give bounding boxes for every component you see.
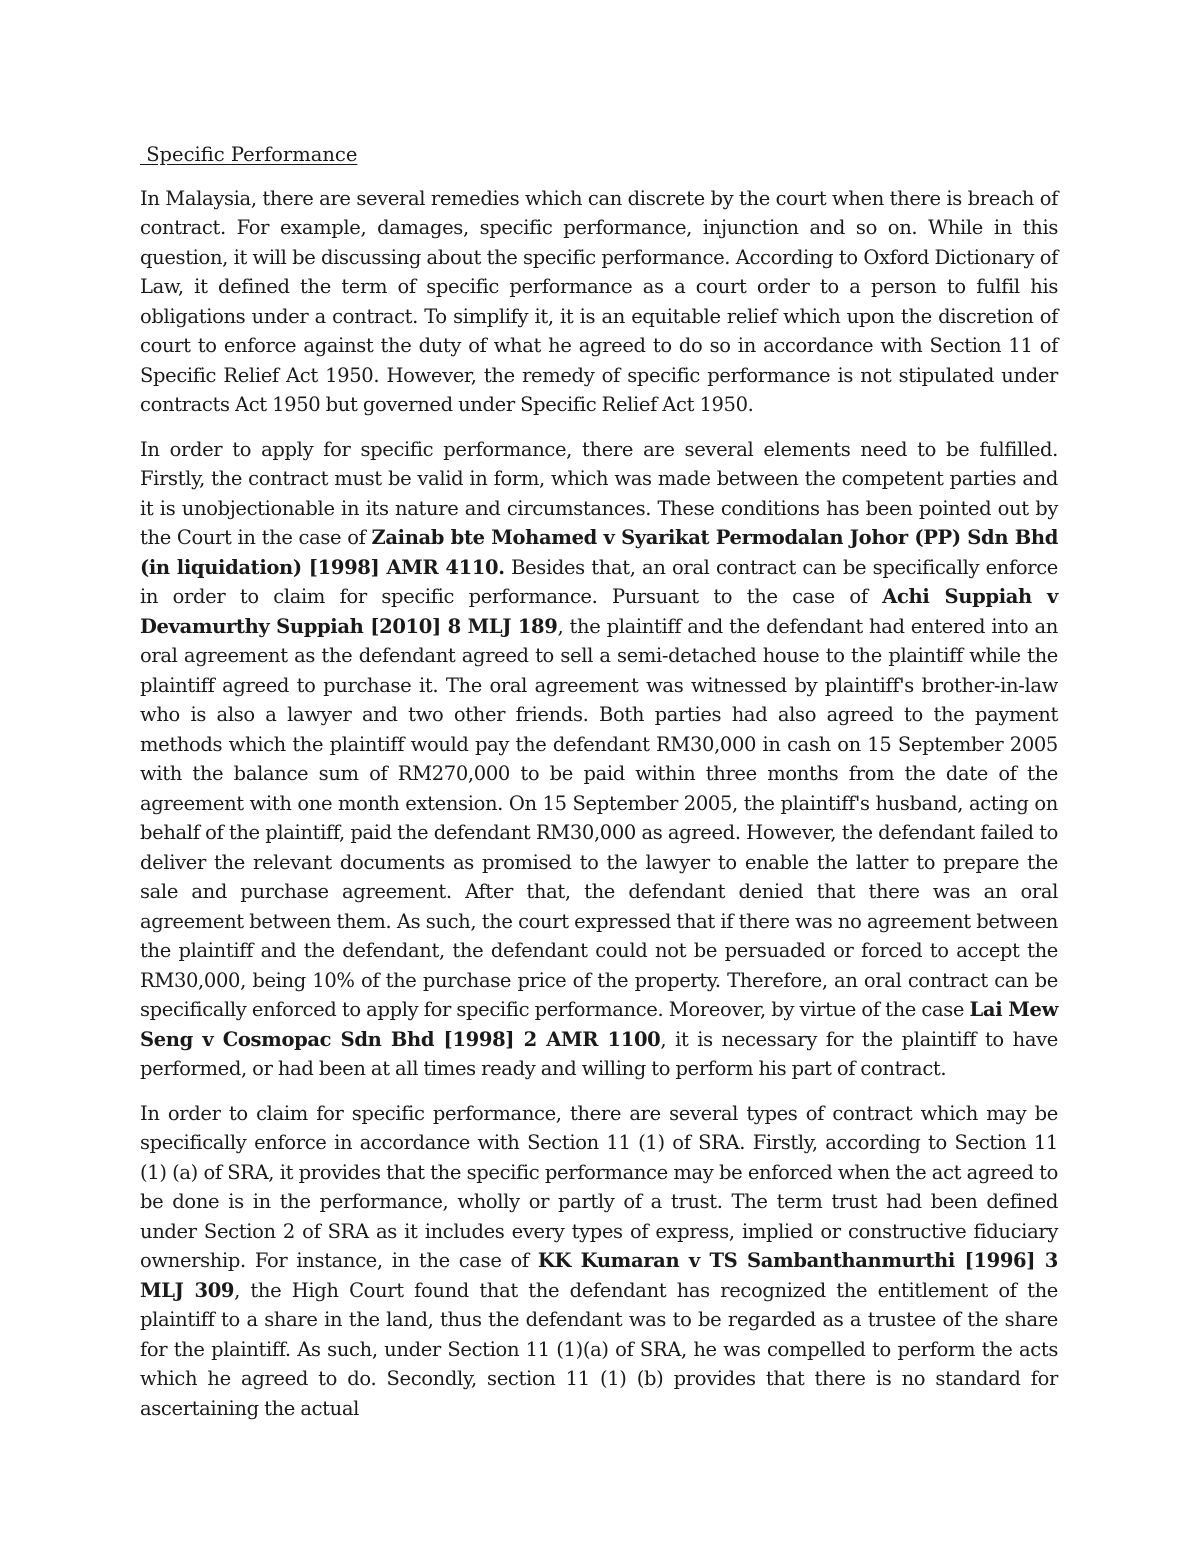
- text-run: , it is necessary for the plaintiff to have performed, or had been at all times ready and willing to perform his part of contract.: [140, 1027, 1058, 1080]
- paragraph-contract-types: [140, 1099, 1058, 1424]
- text-run: In order to apply for specific performance, there are several elements need to be fulfilled. Firstly, the contract must be valid in form, which was made between the competent parties and it is unobjectionable in its nature and circumstances. These conditions has been pointed out by the Court in the case of: [140, 437, 1058, 549]
- text-run: In order to claim for specific performance, there are several types of contract which may be specifically enforce in accordance with Section 11 (1) of SRA. Firstly, according to Section 11 (1) (a) of SRA, it provides that the specific performance may be enforced when the act agreed to be done is in the performance, wholly or partly of a trust. The term trust had been defined under Section 2 of SRA as it includes every types of express, implied or constructive fiduciary ownership. For instance, in the case of: [140, 1101, 1058, 1272]
- paragraph-intro: [140, 184, 1058, 420]
- text-run: Besides that, an oral contract can be specifically enforce in order to claim for specific performance. Pursuant to the case of: [140, 555, 1058, 608]
- text-run: , the plaintiff and the defendant had entered into an oral agreement as the defendant agreed to sell a semi-detached house to the plaintiff while the plaintiff agreed to purchase it. The oral agreement was witnessed by plaintiff's brother-in-law who is also a lawyer and two other friends. Both parties had also agreed to the payment methods which the plaintiff would pay the defendant RM30,000 in cash on 15 September 2005 with the balance sum of RM270,000 to be paid within three months from the date of the agreement with one month extension. On 15 September 2005, the plaintiff's husband, acting on behalf of the plaintiff, paid the defendant RM30,000 as agreed. However, the defendant failed to deliver the relevant documents as promised to the lawyer to enable the latter to prepare the sale and purchase agreement. After that, the defendant denied that there was an oral agreement between them. As such, the court expressed that if there was no agreement between the plaintiff and the defendant, the defendant could not be persuaded or forced to accept the RM30,000, being 10% of the purchase price of the property. Therefore, an oral contract can be specifically enforced to apply for specific performance. Moreover, by virtue of the case: [140, 614, 1058, 1021]
- text-run: , the High Court found that the defendant has recognized the entitlement of the plaintiff to a share in the land, thus the defendant was to be regarded as a trustee of the share for the plaintiff. As such, under Section 11 (1)(a) of SRA, he was compelled to perform the acts which he agreed to do. Secondly, section 11 (1) (b) provides that there is no standard for ascertaining the actual: [140, 1278, 1058, 1420]
- case-citation: Zainab bte Mohamed v Syarikat Permodalan Johor (PP) Sdn Bhd (in liquidation) [1998] AMR 4110.: [140, 526, 1058, 579]
- document-page: [140, 140, 1058, 1438]
- case-citation: Achi Suppiah v Devamurthy Suppiah [2010] 8 MLJ 189: [140, 585, 1058, 638]
- case-citation: Lai Mew Seng v Cosmopac Sdn Bhd [1998] 2 AMR 1100: [140, 998, 1059, 1051]
- document-title: Specific Performance: [140, 143, 358, 166]
- text-run: In Malaysia, there are several remedies which can discrete by the court when there is breach of contract. For example, damages, specific performance, injunction and so on. While in this question, it will be discussing about the specific performance. According to Oxford Dictionary of Law, it defined the term of specific performance as a court order to a person to fulfil his obligations under a contract. To simplify it, it is an equitable relief which upon the discretion of court to enforce against the duty of what he agreed to do so in accordance with Section 11 of Specific Relief Act 1950. However, the remedy of specific performance is not stipulated under contracts Act 1950 but governed under Specific Relief Act 1950.: [140, 186, 1058, 416]
- case-citation: KK Kumaran v TS Sambanthanmurthi [1996] 3 MLJ 309: [140, 1249, 1058, 1302]
- paragraph-elements: [140, 435, 1058, 1084]
